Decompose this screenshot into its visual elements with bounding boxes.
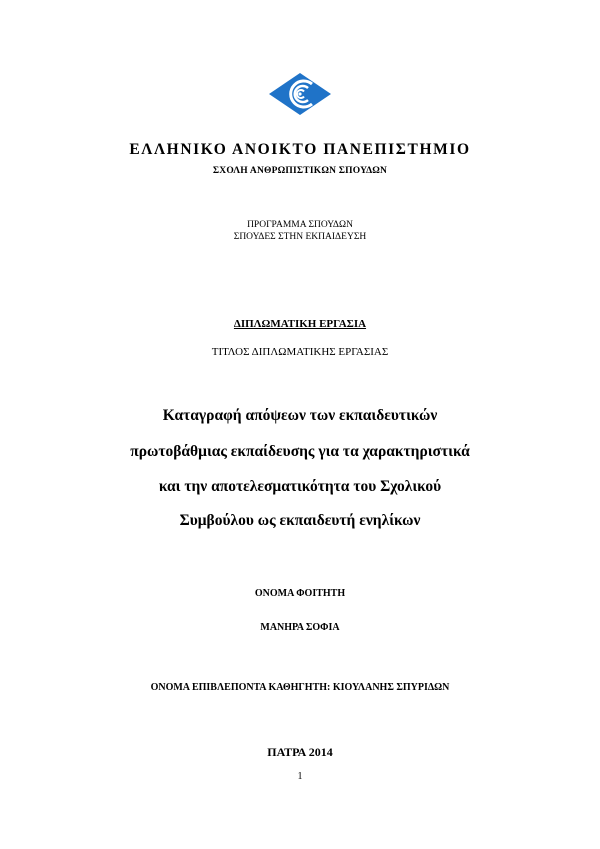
thesis-title-line: και την αποτελεσματικότητα του Σχολικού (158, 478, 442, 495)
thesis-title-line: πρωτοβάθμιας εκπαίδευσης για τα χαρακτηριστικά (130, 443, 470, 460)
thesis-title-line: Καταγραφή απόψεων των εκπαιδευτικών (162, 407, 438, 424)
university-name: ΕΛΛΗΝΙΚΟ ΑΝΟΙΚΤΟ ΠΑΝΕΠΙΣΤΗΜΙΟ (129, 141, 471, 158)
eap-university-logo-icon (268, 72, 332, 116)
student-label: ΟΝΟΜΑ ΦΟΙΤΗΤΗ (254, 588, 346, 599)
program-label: ΠΡΟΓΡΑΜΜΑ ΣΠΟΥΔΩΝ (247, 220, 353, 230)
program-name: ΣΠΟΥΔΕΣ ΣΤΗΝ ΕΚΠΑΙΔΕΥΣΗ (233, 232, 367, 242)
supervisor-line: ΟΝΟΜΑ ΕΠΙΒΛΕΠΟΝΤΑ ΚΑΘΗΓΗΤΗ: ΚΙΟΥΛΑΝΗΣ ΣΠΥΡΙΔΩΝ (150, 682, 450, 693)
page-number: 1 (297, 771, 303, 782)
thesis-title-line: Συμβούλου ως εκπαιδευτή ενηλίκων (179, 512, 421, 529)
student-name: ΜΑΝΗΡΑ ΣΟΦΙΑ (260, 622, 340, 633)
thesis-title-label: ΤΙΤΛΟΣ ΔΙΠΛΩΜΑΤΙΚΗΣ ΕΡΓΑΣΙΑΣ (211, 346, 389, 358)
place-year: ΠΑΤΡΑ 2014 (267, 745, 333, 759)
school-name: ΣΧΟΛΗ ΑΝΘΡΩΠΙΣΤΙΚΩΝ ΣΠΟΥΔΩΝ (212, 166, 388, 176)
thesis-label: ΔΙΠΛΩΜΑΤΙΚΗ ΕΡΓΑΣΙΑ (233, 318, 367, 330)
